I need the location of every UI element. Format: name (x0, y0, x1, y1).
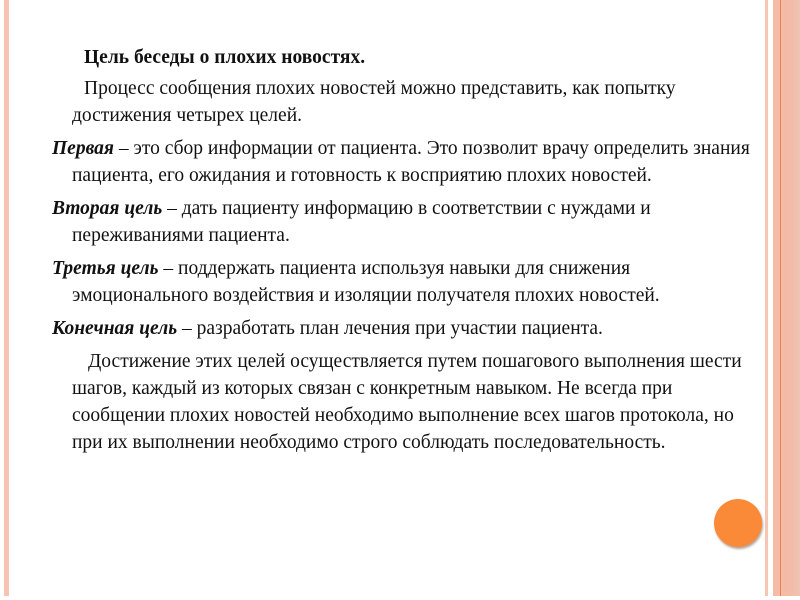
goal-label: Первая (52, 138, 114, 159)
goal-item-third (52, 255, 764, 309)
goal-label: Вторая цель (52, 198, 163, 219)
intro-paragraph: Процесс сообщения плохих новостей можно представить, как попытку достижения четырех целей. (72, 78, 676, 126)
right-thin-decorative-stripe (765, 0, 768, 596)
goal-label: Конечная цель (52, 318, 178, 339)
right-wide-decorative-stripe (773, 0, 800, 596)
slide-title: Цель беседы о плохих новостях. (84, 47, 366, 68)
goal-text: – дать пациенту информацию в соответствии с нуждами и переживаниями пациента. (72, 198, 651, 246)
goal-label: Третья цель (52, 258, 159, 279)
goal-item-first (52, 135, 764, 189)
goal-text: – разработать план лечения при участии пациента. (177, 318, 603, 339)
goal-item-second (52, 195, 764, 249)
goal-item-final (52, 315, 764, 342)
left-decorative-stripe (4, 0, 9, 596)
conclusion-paragraph: Достижение этих целей осуществляется путем пошагового выполнения шести шагов, каждый из которых связан с конкретным навыком. Не всегда при сообщении плохих новостей необходимо выполнение всех шагов протокола, но при их выполнении необходимо строго соблюдать последовательность. (72, 351, 742, 453)
goal-text: – это сбор информации от пациента. Это позволит врачу определить знания пациента, его ожидания и готовность к восприятию плохих новостей. (72, 138, 750, 186)
right-stripe-accent-line (780, 0, 781, 596)
goal-text: – поддержать пациента используя навыки для снижения эмоционального воздействия и изоляции получателя плохих новостей. (72, 258, 660, 306)
orange-circle-decoration (714, 499, 762, 547)
slide-body (52, 44, 764, 462)
